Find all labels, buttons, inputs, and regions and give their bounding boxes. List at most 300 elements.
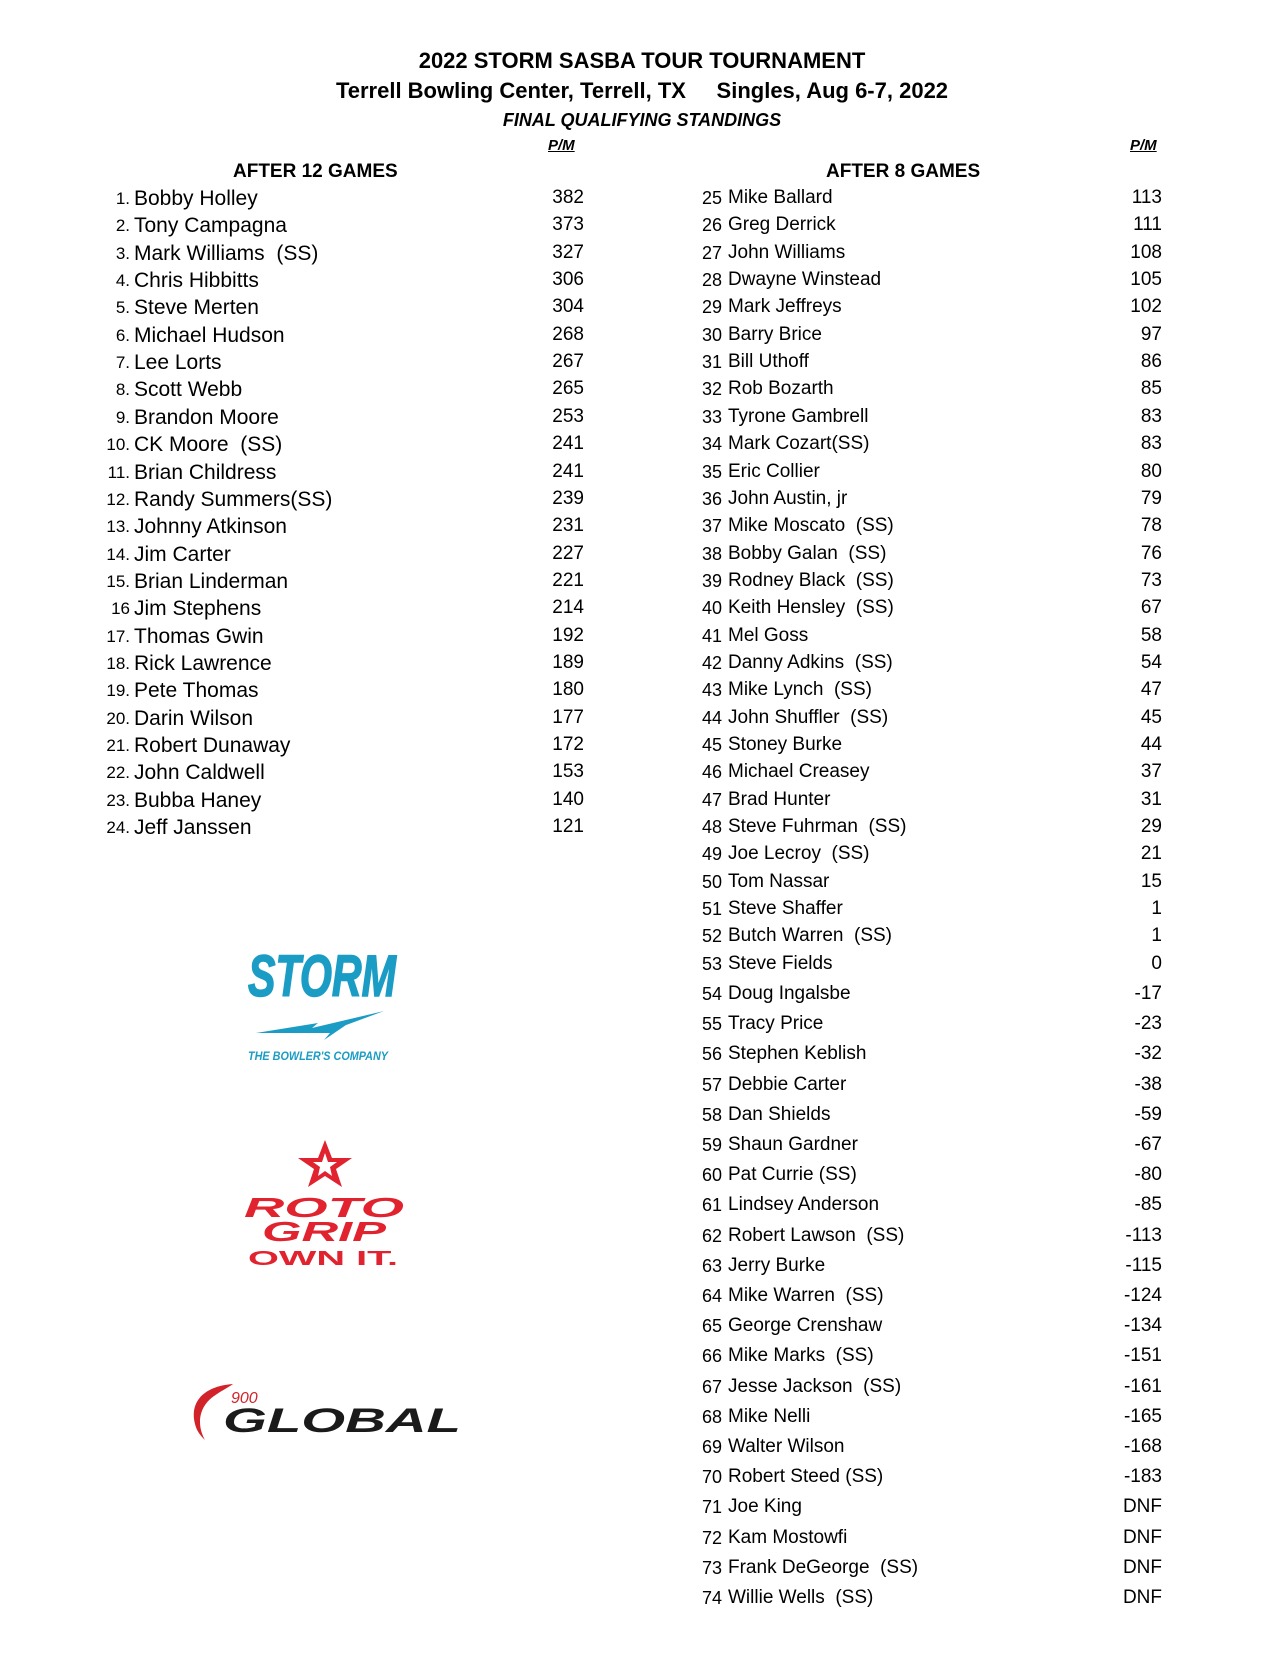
standing-row [696, 351, 1196, 377]
plus-minus-score: 67 [1140, 597, 1162, 619]
plus-minus-score: -17 [1134, 983, 1162, 1004]
standing-row [696, 1527, 1196, 1553]
rank-number: 3. [115, 243, 130, 263]
plus-minus-score: 86 [1140, 351, 1162, 373]
standing-row [100, 242, 600, 268]
rank-number: 56 [701, 1044, 722, 1065]
bowler-name: Steve Merten [134, 296, 259, 320]
standing-row [100, 296, 600, 322]
rank-number: 2. [115, 216, 130, 236]
bowler-name: Stephen Keblish [728, 1043, 867, 1065]
plus-minus-score: -23 [1134, 1013, 1162, 1035]
bowler-name: Thomas Gwin [134, 624, 264, 648]
storm-logo-graphic [246, 936, 406, 1066]
standing-row [696, 1557, 1196, 1583]
standing-row [100, 515, 600, 541]
bowler-name: Mike Lynch (SS) [728, 679, 872, 701]
bowler-name: Joe King [728, 1496, 802, 1518]
standing-row [100, 269, 600, 295]
plus-minus-score: 180 [552, 679, 584, 701]
plus-minus-score: 239 [552, 487, 584, 509]
standing-row [696, 214, 1196, 240]
rank-number: 24. [106, 818, 130, 838]
standing-row [696, 406, 1196, 432]
standing-row [696, 953, 1196, 979]
bowler-name: Frank DeGeorge (SS) [728, 1556, 919, 1578]
standing-row [100, 543, 600, 569]
bowler-name: Tom Nassar [728, 870, 830, 892]
bowler-name: Dan Shields [728, 1103, 831, 1125]
rank-number: 39 [701, 570, 722, 591]
standing-row [100, 488, 600, 514]
standings-caption: FINAL QUALIFYING STANDINGS [502, 110, 782, 130]
standing-row [100, 378, 600, 404]
plus-minus-score: 105 [1130, 269, 1162, 291]
plus-minus-score: 304 [552, 296, 584, 318]
bowler-name: Mark Cozart(SS) [728, 433, 870, 455]
rank-number: 74 [701, 1588, 722, 1608]
plus-minus-score: 85 [1140, 378, 1162, 400]
plus-minus-score: 327 [552, 241, 584, 263]
rotogrip-logo-graphic [240, 1140, 415, 1270]
rank-number: 44 [701, 707, 722, 728]
bowler-name: Barry Brice [728, 323, 822, 345]
rank-number: 31 [701, 352, 722, 373]
rank-number: 62 [701, 1225, 722, 1246]
rank-number: 73 [701, 1557, 722, 1578]
standing-row [696, 843, 1196, 869]
pm-label-right: P/M [1130, 137, 1157, 154]
bowler-name: Brad Hunter [728, 788, 831, 810]
bowler-name: Brian Linderman [134, 569, 289, 593]
rank-number: 8. [115, 380, 130, 400]
plus-minus-score: 44 [1140, 734, 1162, 755]
standing-row [696, 898, 1196, 924]
right-column-heading: AFTER 8 GAMES [826, 161, 981, 182]
rank-number: 52 [701, 926, 722, 947]
rank-number: 28 [701, 270, 722, 291]
bowler-name: Pat Currie (SS) [728, 1164, 857, 1186]
standing-row [696, 1164, 1196, 1190]
plus-minus-score: 221 [552, 569, 584, 591]
bowler-name: Mike Moscato (SS) [728, 515, 894, 537]
bowler-name: Mel Goss [728, 624, 809, 646]
plus-minus-score: 192 [552, 624, 584, 646]
plus-minus-score: 78 [1140, 515, 1162, 537]
rotogrip-word-roto: ROTO [244, 1192, 405, 1223]
plus-minus-score: DNF [1122, 1587, 1162, 1608]
rank-number: 1. [115, 189, 130, 208]
rank-number: 40 [701, 598, 722, 619]
standing-row [696, 1587, 1196, 1613]
rank-number: 66 [701, 1346, 722, 1367]
plus-minus-score: 373 [552, 214, 584, 236]
bowler-name: Shaun Gardner [728, 1134, 858, 1155]
standing-row [696, 187, 1196, 213]
bowler-name: Robert Lawson (SS) [728, 1224, 905, 1246]
rank-number: 37 [701, 516, 722, 537]
bowler-name: Bubba Haney [134, 788, 262, 812]
bowler-name: Jesse Jackson (SS) [728, 1375, 902, 1397]
storm-wordmark: STORM [248, 944, 398, 1009]
plus-minus-score: 58 [1140, 624, 1162, 646]
standing-row [696, 625, 1196, 651]
plus-minus-score: -113 [1125, 1224, 1162, 1246]
plus-minus-score: -115 [1125, 1254, 1162, 1276]
rank-number: 61 [701, 1195, 722, 1216]
bowler-name: Eric Collier [728, 460, 820, 482]
standing-row [696, 679, 1196, 705]
plus-minus-score: DNF [1122, 1496, 1162, 1518]
plus-minus-score: -124 [1123, 1285, 1162, 1306]
bowler-name: Butch Warren (SS) [728, 925, 893, 947]
bowler-name: Chris Hibbitts [134, 269, 259, 293]
rank-number: 42 [701, 652, 722, 673]
page-subtitle: Terrell Bowling Center, Terrell, TX Singles, Aug 6-7, 2022 [335, 78, 949, 103]
rank-number: 17. [106, 626, 130, 646]
plus-minus-score: 102 [1130, 296, 1162, 318]
rank-number: 33 [701, 406, 722, 427]
rank-number: 65 [701, 1316, 722, 1337]
bowler-name: Jim Stephens [134, 597, 262, 621]
standing-row [696, 1013, 1196, 1039]
storm-tagline: THE BOWLER'S COMPANY [248, 1049, 389, 1063]
bowler-name: Darin Wilson [134, 706, 254, 730]
rank-number: 63 [701, 1255, 722, 1276]
bowler-name: Bobby Galan (SS) [728, 542, 887, 564]
rank-number: 5. [115, 298, 130, 318]
bowler-name: John Austin, jr [728, 487, 848, 509]
plus-minus-score: 382 [552, 187, 584, 208]
rank-number: 27 [701, 242, 722, 263]
rank-number: 16 [111, 599, 130, 619]
standing-row [100, 461, 600, 487]
bowler-name: Steve Fuhrman (SS) [728, 816, 907, 838]
bowler-name: Lee Lorts [134, 351, 222, 375]
plus-minus-score: -85 [1134, 1194, 1162, 1216]
bowler-name: Dwayne Winstead [728, 269, 882, 291]
standing-row [696, 789, 1196, 815]
rank-number: 13. [106, 517, 130, 537]
bowler-name: Brian Childress [134, 460, 277, 484]
standing-row [696, 242, 1196, 268]
rank-number: 49 [701, 844, 722, 865]
standing-row [100, 679, 600, 705]
standing-row [100, 789, 600, 815]
bowler-name: Steve Shaffer [728, 898, 843, 920]
bowler-name: Tracy Price [728, 1013, 824, 1035]
standing-row [100, 761, 600, 787]
plus-minus-score: -134 [1123, 1315, 1162, 1337]
standing-row [100, 652, 600, 678]
plus-minus-score: 37 [1140, 761, 1162, 783]
bowler-name: Doug Ingalsbe [728, 983, 851, 1004]
bowler-name: Bobby Holley [134, 187, 258, 210]
plus-minus-score: -32 [1134, 1043, 1162, 1065]
bowler-name: Bill Uthoff [728, 351, 809, 373]
rank-number: 34 [701, 434, 722, 455]
900-text: 900 [231, 1390, 258, 1407]
rank-number: 29 [701, 297, 722, 318]
plus-minus-score: 31 [1140, 788, 1162, 810]
plus-minus-score: 140 [552, 788, 584, 810]
rank-number: 22. [106, 763, 130, 783]
bowler-name: Tony Campagna [134, 214, 287, 238]
rank-number: 58 [701, 1104, 722, 1125]
bowler-name: Mike Nelli [728, 1405, 811, 1427]
plus-minus-score: 83 [1140, 405, 1162, 427]
bowler-name: Debbie Carter [728, 1073, 847, 1095]
bowler-name: Mike Ballard [728, 187, 833, 208]
plus-minus-score: -151 [1123, 1345, 1162, 1367]
bowler-name: Lindsey Anderson [728, 1194, 880, 1216]
global-wordmark: GLOBAL [223, 1402, 461, 1440]
rank-number: 36 [701, 488, 722, 509]
rank-number: 23. [106, 790, 130, 810]
bowler-name: Stoney Burke [728, 734, 843, 755]
bowler-name: Johnny Atkinson [134, 515, 287, 539]
900global-logo-graphic [183, 1376, 468, 1446]
plus-minus-score: -59 [1134, 1103, 1162, 1125]
bowler-name: Rob Bozarth [728, 378, 834, 400]
bowler-name: Jim Carter [134, 542, 231, 566]
plus-minus-score: 45 [1140, 706, 1162, 728]
plus-minus-score: 83 [1140, 433, 1162, 455]
standing-row [696, 1104, 1196, 1130]
bowler-name: Michael Hudson [134, 323, 285, 347]
bowler-name: Jeff Janssen [134, 816, 252, 840]
rank-number: 9. [115, 407, 130, 427]
rank-number: 59 [701, 1135, 722, 1155]
standing-row [696, 734, 1196, 760]
plus-minus-score: 80 [1140, 460, 1162, 482]
bowler-name: Tyrone Gambrell [728, 405, 869, 427]
standing-row [696, 1285, 1196, 1311]
rank-number: 7. [115, 353, 130, 373]
bowler-name: Kam Mostowfi [728, 1526, 848, 1548]
standing-row [100, 597, 600, 623]
bowler-name: George Crenshaw [728, 1315, 883, 1337]
rank-number: 18. [106, 653, 130, 673]
plus-minus-score: 73 [1140, 569, 1162, 591]
rank-number: 70 [701, 1467, 722, 1488]
standing-row [696, 925, 1196, 951]
bowler-name: Steve Fields [728, 952, 833, 974]
standing-row [696, 296, 1196, 322]
plus-minus-score: 241 [552, 460, 584, 482]
rank-number: 47 [701, 789, 722, 810]
rank-number: 41 [701, 625, 722, 646]
rank-number: 6. [115, 325, 130, 345]
standing-row [100, 625, 600, 651]
plus-minus-score: 153 [552, 761, 584, 783]
rank-number: 25 [701, 188, 722, 208]
standing-row [696, 324, 1196, 350]
plus-minus-score: 15 [1140, 870, 1162, 892]
plus-minus-score: 1 [1151, 898, 1162, 920]
standing-row [696, 461, 1196, 487]
rank-number: 19. [106, 681, 130, 701]
standing-row [696, 761, 1196, 787]
storm-logo [246, 936, 406, 1066]
bowler-name: Danny Adkins (SS) [728, 651, 893, 673]
rank-number: 14. [106, 544, 130, 564]
lightning-bolt-icon [256, 1011, 384, 1040]
plus-minus-score: 54 [1140, 651, 1162, 673]
rank-number: 67 [701, 1376, 722, 1397]
standing-row [100, 214, 600, 240]
rank-number: 43 [701, 680, 722, 701]
plus-minus-score: -67 [1134, 1134, 1162, 1155]
plus-minus-score: 29 [1140, 816, 1162, 838]
plus-minus-score: 76 [1140, 542, 1162, 564]
bowler-name: Michael Creasey [728, 761, 870, 783]
rotogrip-logo [240, 1140, 415, 1270]
plus-minus-score: 241 [552, 433, 584, 455]
rank-number: 69 [701, 1437, 722, 1457]
standing-row [100, 406, 600, 432]
standing-row [696, 1255, 1196, 1281]
standing-row [696, 570, 1196, 596]
left-column-heading: AFTER 12 GAMES [233, 161, 398, 182]
rank-number: 51 [701, 899, 722, 920]
rank-number: 26 [701, 215, 722, 236]
rank-number: 60 [701, 1165, 722, 1186]
plus-minus-score: 79 [1140, 487, 1162, 509]
plus-minus-score: 267 [552, 351, 584, 373]
standing-row [696, 1406, 1196, 1432]
plus-minus-score: 189 [552, 651, 584, 673]
rank-number: 21. [106, 736, 130, 755]
plus-minus-score: 21 [1140, 843, 1162, 865]
rank-number: 30 [701, 324, 722, 345]
standing-row [696, 515, 1196, 541]
rank-number: 53 [701, 953, 722, 974]
plus-minus-score: 306 [552, 269, 584, 291]
standing-row [696, 1225, 1196, 1251]
rank-number: 11. [107, 462, 130, 482]
standing-row [100, 324, 600, 350]
plus-minus-score: 214 [552, 597, 584, 619]
rank-number: 4. [115, 271, 130, 291]
bowler-name: Mike Warren (SS) [728, 1285, 884, 1306]
rank-number: 45 [701, 735, 722, 755]
bowler-name: Scott Webb [134, 378, 243, 402]
bowler-name: Mike Marks (SS) [728, 1345, 874, 1367]
standing-row [696, 269, 1196, 295]
rank-number: 55 [701, 1014, 722, 1035]
plus-minus-score: 265 [552, 378, 584, 400]
standing-row [696, 1043, 1196, 1069]
standing-row [696, 488, 1196, 514]
plus-minus-score: -168 [1123, 1436, 1162, 1457]
rotogrip-tagline: OWN IT. [248, 1248, 398, 1270]
standing-row [696, 543, 1196, 569]
standing-row [696, 983, 1196, 1009]
bowler-name: Robert Dunaway [134, 734, 291, 757]
plus-minus-score: -80 [1134, 1164, 1162, 1186]
bowler-name: Willie Wells (SS) [728, 1587, 874, 1608]
standing-row [696, 1074, 1196, 1100]
standing-row [696, 1134, 1196, 1160]
page-title: 2022 STORM SASBA TOUR TOURNAMENT [418, 48, 866, 73]
rank-number: 71 [701, 1497, 722, 1518]
plus-minus-score: -165 [1123, 1405, 1162, 1427]
rank-number: 46 [701, 762, 722, 783]
standing-row [696, 1376, 1196, 1402]
standing-row [100, 734, 600, 760]
rotogrip-word-grip: GRIP [262, 1216, 387, 1247]
standing-row [100, 570, 600, 596]
standing-row [100, 433, 600, 459]
standing-row [696, 1466, 1196, 1492]
rank-number: 50 [701, 871, 722, 892]
rank-number: 20. [106, 708, 130, 728]
plus-minus-score: 227 [552, 542, 584, 564]
plus-minus-score: 47 [1140, 679, 1162, 701]
standing-row [696, 816, 1196, 842]
rank-number: 72 [701, 1527, 722, 1548]
plus-minus-score: -183 [1123, 1466, 1162, 1488]
plus-minus-score: 97 [1140, 323, 1162, 345]
plus-minus-score: 172 [552, 734, 584, 755]
standing-row [696, 1345, 1196, 1371]
bowler-name: Mark Jeffreys [728, 296, 842, 318]
plus-minus-score: -38 [1134, 1073, 1162, 1095]
plus-minus-score: 1 [1151, 925, 1162, 947]
standing-row [696, 1315, 1196, 1341]
bowler-name: John Caldwell [134, 761, 265, 785]
standing-row [696, 1496, 1196, 1522]
rank-number: 15. [106, 571, 130, 591]
plus-minus-score: 0 [1151, 952, 1162, 974]
rank-number: 35 [701, 461, 722, 482]
bowler-name: Keith Hensley (SS) [728, 597, 894, 619]
bowler-name: Pete Thomas [134, 679, 259, 703]
bowler-name: Greg Derrick [728, 214, 836, 236]
standing-row [100, 816, 600, 842]
bowler-name: Rick Lawrence [134, 651, 272, 675]
900global-logo [183, 1376, 468, 1446]
standing-row [696, 433, 1196, 459]
rank-number: 64 [701, 1286, 722, 1306]
standing-row [696, 707, 1196, 733]
plus-minus-score: 121 [552, 816, 584, 838]
plus-minus-score: 111 [1133, 214, 1162, 236]
rank-number: 38 [701, 543, 722, 564]
plus-minus-score: 231 [552, 515, 584, 537]
bowler-name: Joe Lecroy (SS) [728, 843, 870, 865]
rank-number: 68 [701, 1406, 722, 1427]
plus-minus-score: -161 [1123, 1375, 1162, 1397]
pm-label-left: P/M [548, 137, 575, 154]
bowler-name: Robert Steed (SS) [728, 1466, 884, 1488]
standing-row [696, 597, 1196, 623]
plus-minus-score: 268 [552, 323, 584, 345]
bowler-name: John Williams [728, 241, 846, 263]
bowler-name: Brandon Moore [134, 405, 279, 429]
bowler-name: Jerry Burke [728, 1254, 826, 1276]
rank-number: 48 [701, 817, 722, 838]
bowler-name: John Shuffler (SS) [728, 706, 889, 728]
rank-number: 12. [106, 489, 130, 509]
rank-number: 10. [106, 435, 130, 455]
rank-number: 57 [701, 1074, 722, 1095]
standing-row [100, 707, 600, 733]
plus-minus-score: DNF [1122, 1526, 1162, 1548]
plus-minus-score: 113 [1131, 187, 1162, 208]
standing-row [696, 378, 1196, 404]
